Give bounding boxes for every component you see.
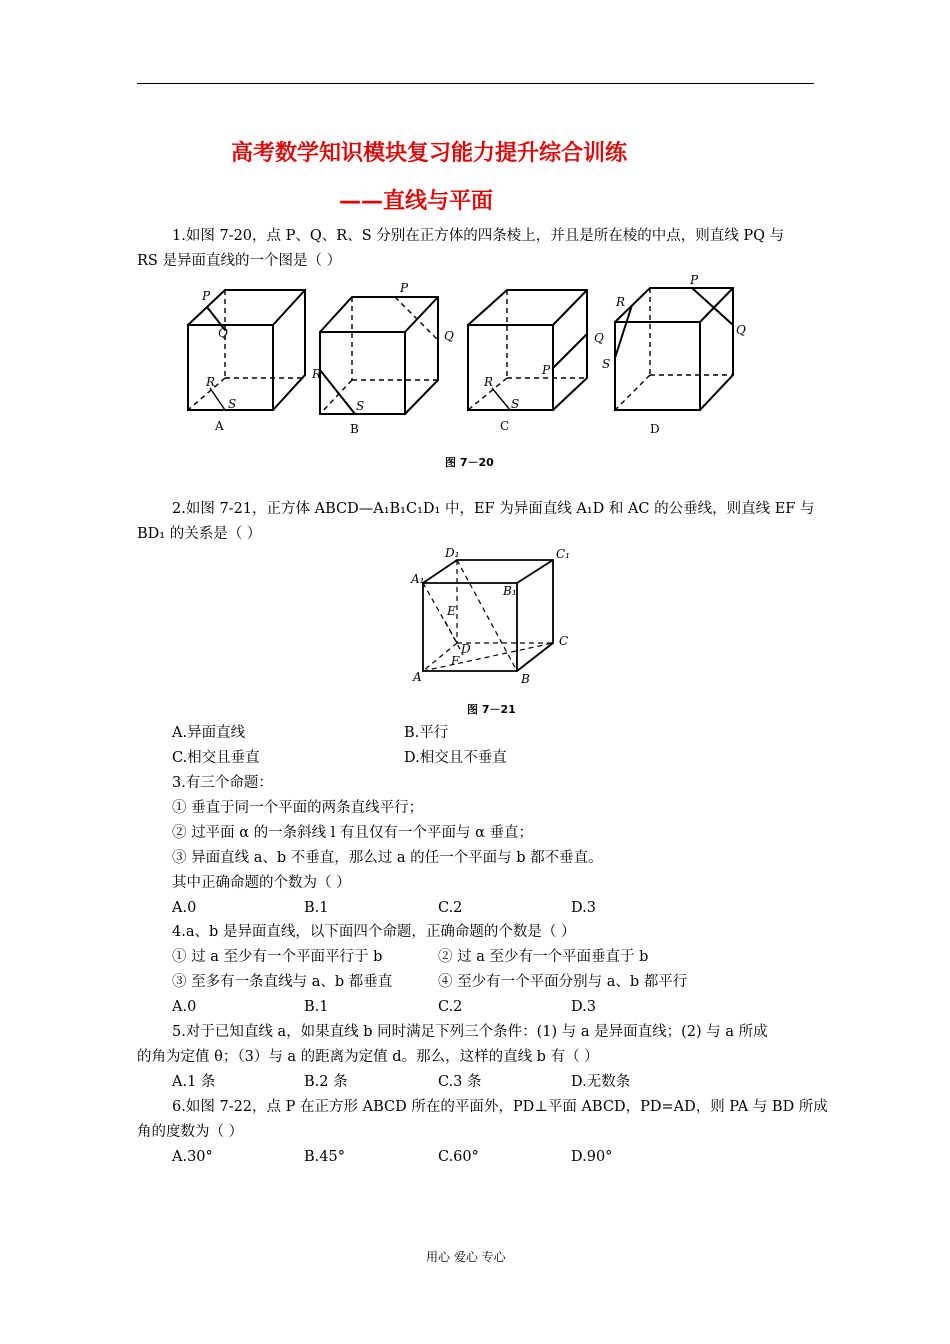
figure-7-21 <box>405 543 580 718</box>
q1-option-c: C <box>500 419 510 433</box>
q2-option-d: D.相交且不垂直 <box>404 750 507 766</box>
q2-label-d: D <box>461 642 471 656</box>
q6-option-c: C.60° <box>438 1149 479 1165</box>
cube-d <box>615 288 733 410</box>
q4-option-c: C.2 <box>438 999 463 1015</box>
q1-c-label-s: S <box>511 397 520 411</box>
q6-line1: 6.如图 7-22，点 P 在正方形 ABCD 所在的平面外，PD⊥平面 ABCD，PD=AD，则 PA 与 BD 所成 <box>172 1099 828 1115</box>
q1-b-label-s: S <box>356 399 365 413</box>
q2-line1: 2.如图 7-21，正方体 ABCD—A₁B₁C₁D₁ 中，EF 为异面直线 A₁D 和 AC 的公垂线，则直线 EF 与 <box>172 501 815 517</box>
q3-option-a: A.0 <box>172 900 197 916</box>
q2-label-d1: D₁ <box>445 546 460 560</box>
q2-label-b: B <box>521 672 530 686</box>
q1-a-label-r: R <box>206 375 216 389</box>
q1-c-label-r: R <box>484 375 494 389</box>
q1-b-label-r: R <box>312 367 322 381</box>
q3-option-d: D.3 <box>571 900 596 916</box>
q1-option-a: A <box>215 419 224 433</box>
cube-a <box>188 290 305 410</box>
q1-option-d: D <box>650 422 660 436</box>
q2-label-b1: B₁ <box>503 584 517 598</box>
q2-label-f: F <box>451 654 460 668</box>
q1-d-label-s: S <box>602 357 611 371</box>
q6-option-d: D.90° <box>571 1149 613 1165</box>
q2-option-c: C.相交且垂直 <box>172 750 260 766</box>
q5-line1: 5.对于已知直线 a，如果直线 b 同时满足下列三个条件：(1) 与 a 是异面直线；(2) 与 a 所成 <box>172 1024 768 1040</box>
q2-line2: BD₁ 的关系是（ ） <box>137 526 262 542</box>
q1-a-label-s: S <box>228 397 237 411</box>
q5-line2: 的角为定值 θ；（3）与 a 的距离为定值 d。那么，这样的直线 b 有（ ） <box>137 1049 599 1065</box>
q4-option-a: A.0 <box>172 999 197 1015</box>
q4-item-3: ③ 至多有一条直线与 a、b 都垂直 <box>172 974 393 990</box>
q3-item-2: ② 过平面 α 的一条斜线 l 有且仅有一个平面与 α 垂直； <box>172 825 533 841</box>
q2-option-b: B.平行 <box>404 725 449 741</box>
q6-line2: 角的度数为（ ） <box>137 1124 244 1140</box>
q4-item-2: ② 过 a 至少有一个平面垂直于 b <box>438 949 649 965</box>
document-title: 高考数学知识模块复习能力提升综合训练 <box>231 141 628 166</box>
q1-line1: 1.如图 7-20，点 P、Q、R、S 分别在正方体的四条棱上，并且是所在棱的中点，则直线 PQ 与 <box>172 228 785 244</box>
q2-option-a: A.异面直线 <box>172 725 246 741</box>
q4-option-d: D.3 <box>571 999 596 1015</box>
q1-b-label-q: Q <box>444 329 454 343</box>
q5-option-c: C.3 条 <box>438 1074 482 1090</box>
document-subtitle: ——直线与平面 <box>339 189 494 214</box>
q3-item-1: ① 垂直于同一个平面的两条直线平行； <box>172 800 424 816</box>
q1-a-label-q: Q <box>218 326 228 340</box>
q1-c-label-q: Q <box>594 331 604 345</box>
q3-ask: 其中正确命题的个数为（ ） <box>172 875 351 891</box>
q1-d-label-q: Q <box>736 323 746 337</box>
page-footer: 用心 爱心 专心 <box>426 1250 506 1264</box>
cube-b <box>320 297 438 414</box>
q2-label-a1: A₁ <box>411 572 425 586</box>
q3-item-3: ③ 异面直线 a、b 不垂直，那么过 a 的任一个平面与 b 都不垂直。 <box>172 850 603 866</box>
q2-label-e: E <box>447 604 456 618</box>
q2-label-c: C <box>559 634 569 648</box>
q1-line2: RS 是异面直线的一个图是（ ） <box>137 253 342 269</box>
q1-d-label-r: R <box>616 295 626 309</box>
cube-c <box>468 290 587 410</box>
q3-option-b: B.1 <box>304 900 329 916</box>
figure-7-20 <box>170 270 760 475</box>
q1-d-label-p: P <box>690 273 699 287</box>
figure-7-20-caption: 图 7－20 <box>445 456 494 469</box>
q3-stem: 3.有三个命题： <box>172 775 273 791</box>
q2-label-c1: C₁ <box>556 547 570 561</box>
q5-option-d: D.无数条 <box>571 1074 631 1090</box>
q5-option-a: A.1 条 <box>172 1074 216 1090</box>
q3-option-c: C.2 <box>438 900 463 916</box>
q6-option-b: B.45° <box>304 1149 345 1165</box>
q1-c-label-p: P <box>542 363 551 377</box>
q1-b-label-p: P <box>400 281 409 295</box>
q1-option-b: B <box>350 422 359 436</box>
q6-option-a: A.30° <box>172 1149 213 1165</box>
q4-stem: 4.a、b 是异面直线，以下面四个命题，正确命题的个数是（ ） <box>172 924 576 940</box>
q2-label-a: A <box>413 670 422 684</box>
q4-item-4: ④ 至少有一个平面分别与 a、b 都平行 <box>438 974 688 990</box>
figure-7-21-caption: 图 7－21 <box>467 703 516 716</box>
header-rule <box>137 83 814 84</box>
q4-item-1: ① 过 a 至少有一个平面平行于 b <box>172 949 383 965</box>
q5-option-b: B.2 条 <box>304 1074 348 1090</box>
q4-option-b: B.1 <box>304 999 329 1015</box>
q1-a-label-p: P <box>202 289 211 303</box>
